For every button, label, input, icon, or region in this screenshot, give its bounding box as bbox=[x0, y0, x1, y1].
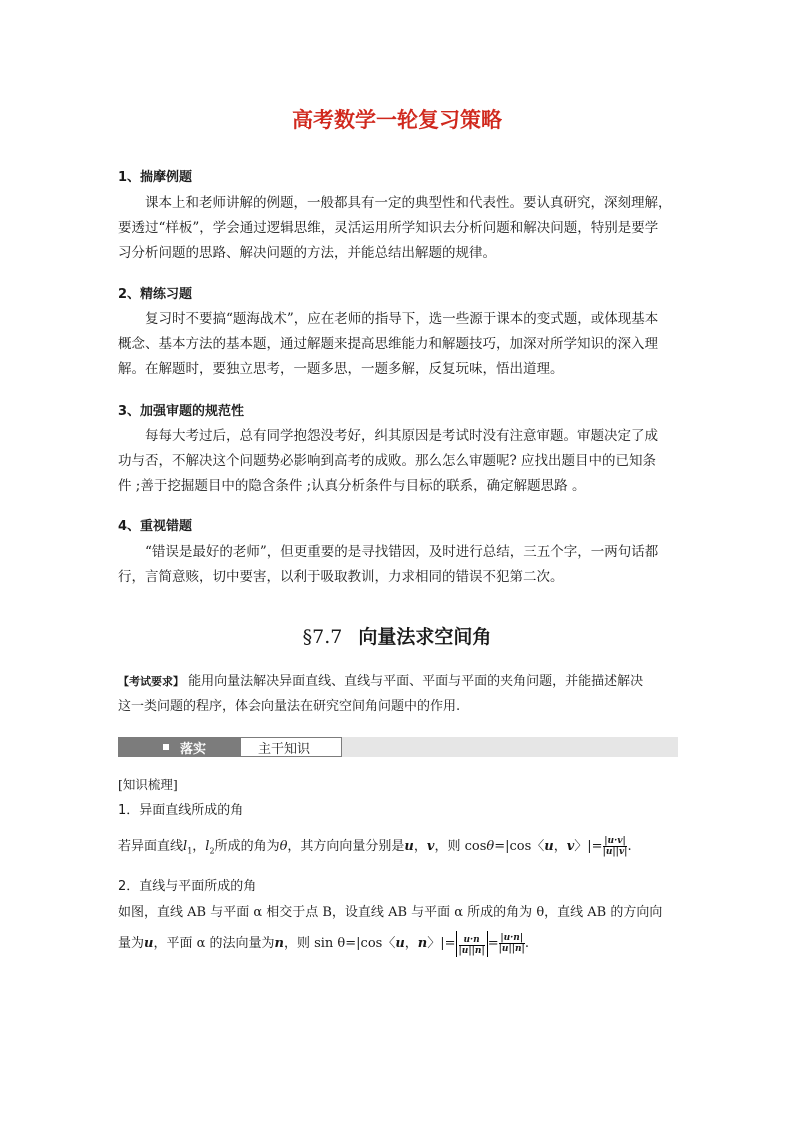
exam-requirement: 【考试要求】 能用向量法解决异面直线、直线与平面、平面与平面的夹角问题，并能描述解决 这一类问题的程序，体会向量法在研究空间角问题中的作用. bbox=[118, 674, 644, 714]
paragraph-4 bbox=[118, 540, 678, 590]
fraction: $\frac{u\cdot n}{|u||n|}$ bbox=[458, 934, 485, 956]
fraction: $\frac{|u\cdot n|}{|u||n|}$ bbox=[498, 933, 525, 954]
heading-3: 3、加强审题的规范性 bbox=[118, 404, 245, 419]
knowledge-label: [知识梳理] bbox=[118, 777, 178, 792]
heading-4: 4、重视错题 bbox=[118, 519, 193, 534]
item1-heading: 1．异面直线所成的角 bbox=[118, 803, 244, 818]
item1-formula-line: 若异面直线$l_1$，$l_2$所成的角为θ，其方向向量分别是u，v，则 cosθ=|cos〈u，v〉|= $\frac{|u\cdot v|}{|u||v|}$ . bbox=[118, 836, 632, 857]
paragraph-line: 概念、基本方法的基本题，通过解题来提高思维能力和解题技巧，加深对所学知识的深入理 bbox=[118, 336, 658, 352]
band-label-primary: 落实 bbox=[180, 742, 207, 757]
fraction: $\frac{|u\cdot v|}{|u||v|}$ bbox=[602, 836, 628, 857]
page-title: 高考数学一轮复习策略 bbox=[292, 108, 502, 132]
section-name: 向量法求空间角 bbox=[358, 626, 492, 648]
band-label-secondary: 主干知识 bbox=[258, 742, 311, 757]
item2-heading: 2．直线与平面所成的角 bbox=[118, 879, 257, 894]
paragraph-line: 要透过“样板”，学会通过逻辑思维，灵活运用所学知识去分析问题和解决问题，特别是要学 bbox=[118, 220, 659, 236]
paragraph-line: 功与否，不解决这个问题势必影响到高考的成败。那么怎么审题呢? 应找出题目中的已知条 bbox=[118, 453, 657, 469]
section-title bbox=[0, 622, 794, 649]
paragraph-line: “错误是最好的老师”，但更重要的是寻找错因，及时进行总结，三五个字，一两句话都 bbox=[145, 544, 659, 560]
item2-line1: 如图，直线 AB 与平面 α 相交于点 B，设直线 AB 与平面 α 所成的角为 θ，直线 AB 的方向向 bbox=[118, 905, 663, 920]
paragraph-3 bbox=[118, 424, 678, 499]
paragraph-1 bbox=[118, 191, 678, 266]
heading-2: 2、精练习题 bbox=[118, 287, 193, 302]
paragraph-2 bbox=[118, 307, 678, 382]
paragraph-line: 每每大考过后，总有同学抱怨没考好，纠其原因是考试时没有注意审题。审题决定了成 bbox=[145, 428, 658, 444]
band-dark-tab bbox=[118, 737, 240, 757]
square-bullet-icon bbox=[163, 744, 169, 750]
paragraph-line: 习分析问题的思路、解决问题的方法，并能总结出解题的规律。 bbox=[118, 245, 496, 261]
paragraph-line: 件 ;善于挖掘题目中的隐含条件 ;认真分析条件与目标的联系，确定解题思路 。 bbox=[118, 478, 586, 494]
section-number: §7.7 bbox=[302, 626, 343, 648]
exam-requirement-label: 【考试要求】 bbox=[118, 675, 184, 688]
paragraph-line: 复习时不要搞“题海战术”，应在老师的指导下，选一些源于课本的变式题，或体现基本 bbox=[145, 311, 659, 327]
heading-1: 1、揣摩例题 bbox=[118, 170, 193, 185]
item2-formula-line: 量为u，平面 α 的法向量为n，则 sin θ=|cos〈u，n〉|= $\frac{u\cdot n}{|u||n|}$ = $\frac{|u\cdot n|}{|u||n|}$ . bbox=[118, 929, 678, 959]
absolute-value bbox=[456, 931, 488, 957]
paragraph-line: 解。在解题时，要独立思考，一题多思，一题多解，反复玩味，悟出道理。 bbox=[118, 361, 564, 377]
section-band bbox=[118, 737, 678, 757]
paragraph-line: 课本上和老师讲解的例题，一般都具有一定的典型性和代表性。要认真研究，深刻理解， bbox=[145, 195, 672, 211]
paragraph-line: 行，言简意赅，切中要害，以利于吸取教训，力求相同的错误不犯第二次。 bbox=[118, 569, 564, 585]
